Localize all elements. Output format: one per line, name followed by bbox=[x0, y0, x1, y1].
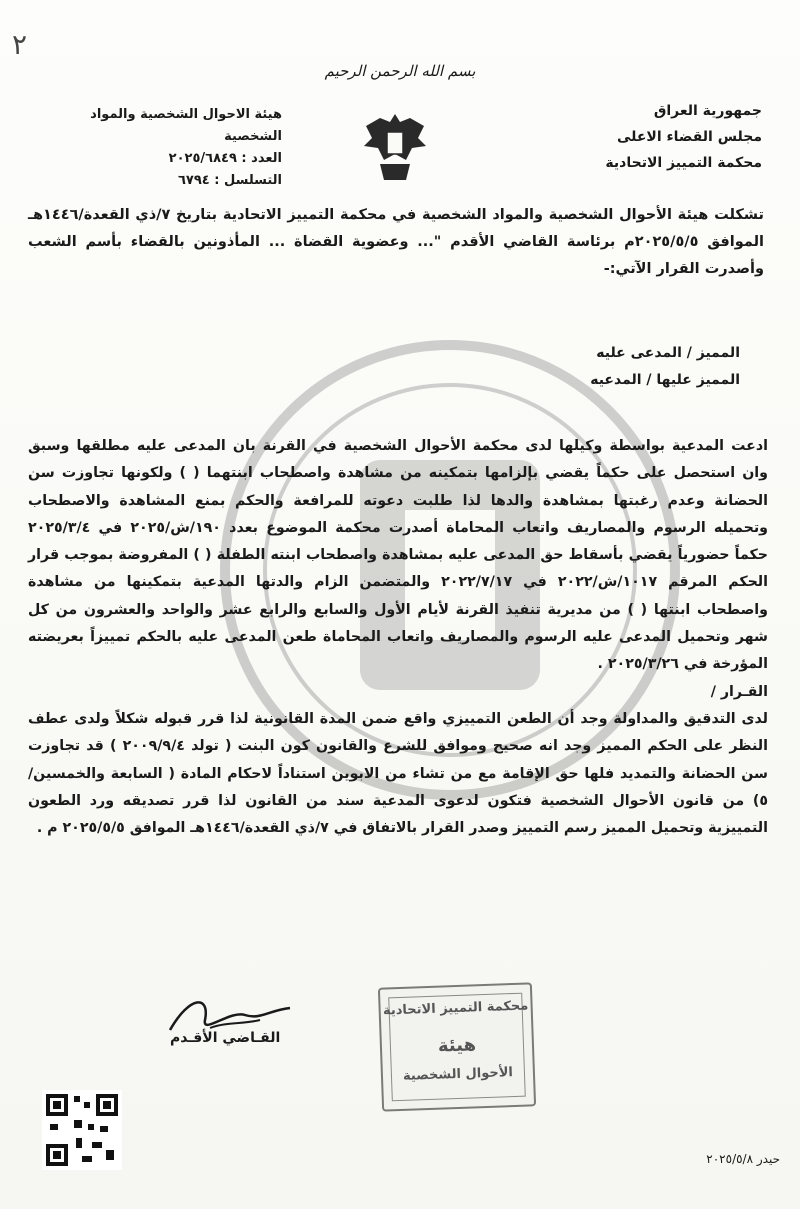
judge-title: القـاضي الأقـدم bbox=[170, 1030, 281, 1046]
header-country: جمهورية العراق bbox=[653, 103, 762, 119]
serial-number: التسلسل : ٦٧٩٤ bbox=[177, 173, 282, 188]
parties bbox=[590, 340, 740, 394]
decision-text: لدى التدقيق والمداولة وجد أن الطعن التمييزي واقع ضمن المدة القانونية لذا قرر قبوله شكلاً ولدى عطف النظر على الحكم المميز وجد انه صحيح وموافق للشرع والقانون كون البنت ( تولد ٢٠٠٩/٩/٤ ) قد تجاوزت سن الحضانة والتمديد فلها حق الإقامة مع من تشاء من الابوين استناداً لاحكام المادة ( السابعة والخمسين/٥) من قانون الأحوال الشخصية فتكون لدعوى المدعية سند من القانون لذا قرر تصديقه ورد الطعون التمييزية وتحميل المميز رسم التمييز وصدر القرار بالاتفاق في ٧/ذي القعدة/١٤٤٦هـ الموافق ٢٠٢٥/٥/٥ م . bbox=[28, 710, 768, 837]
basmala: بسم الله الرحمن الرحيم bbox=[324, 62, 476, 80]
eagle-emblem-icon bbox=[360, 108, 430, 188]
stamp-line3: الأحوال الشخصية bbox=[402, 1065, 514, 1084]
header-left bbox=[42, 104, 282, 192]
stamp-line1: محكمة التمييز الاتحادية bbox=[382, 998, 529, 1019]
appellant-label: المميز / المدعى عليه bbox=[596, 345, 740, 361]
case-number: العدد : ٢٠٢٥/٦٨٤٩ bbox=[168, 151, 282, 166]
stamp-line2: هيئة bbox=[437, 1034, 477, 1057]
court-stamp bbox=[378, 982, 536, 1111]
footer-date: حيدر ٢٠٢٥/٥/٨ bbox=[706, 1152, 780, 1166]
header-council: مجلس القضاء الاعلى bbox=[616, 129, 762, 145]
case-facts: ادعت المدعية بواسطة وكيلها لدى محكمة الأحوال الشخصية في القرنة بان المدعى عليه مطلقها وسبق وان استحصل على حكماً يقضي بإلزامها بتمكينه من مشاهدة واصطحاب ابنتهما ( ) ولكونها تجاوزت سن الحضانة وعدم رغبتها بمشاهدة والدها لذا طلبت دعوته للمرافعة والحكم بمنع المشاهدة والاصطحاب وتحميله الرسوم والمصاريف واتعاب المحاماة أصدرت محكمة الموضوع بعدد ١٩٠/ش/٢٠٢٥ في ٢٠٢٥/٣/٤ حكماً حضورياً يقضي بأسقاط حق المدعى عليه بمشاهدة واصطحاب ابنته الطفلة ( ) المفروضة بموجب قرار الحكم المرقم ١٠١٧/ش/٢٠٢٢ في ٢٠٢٢/٧/١٧ والمتضمن الزام والدتها المدعية بتمكينها من مشاهدة واصطحاب ابنتها ( ) من مديرية تنفيذ القرنة لأيام الأول والسابع والرابع عشر والواحد والعشرون من كل شهر وتحميل المدعى عليه الرسوم والمصاريف واتعاب المحاماة طعن المدعى عليه بالحكم تمييزاً بعريضته المؤرخة في ٢٠٢٥/٣/٢٦ . bbox=[28, 438, 768, 673]
panel-name: هيئة الاحوال الشخصية والمواد الشخصية bbox=[90, 107, 282, 144]
respondent-label: المميز عليها / المدعيه bbox=[590, 372, 740, 388]
header-court: محكمة التمييز الاتحادية bbox=[605, 155, 762, 171]
judgment-body bbox=[28, 433, 768, 842]
intro-paragraph: تشكلت هيئة الأحوال الشخصية والمواد الشخصية في محكمة التمييز الاتحادية بتاريخ ٧/ذي القعدة/١٤٤٦هـ الموافق ٢٠٢٥/٥/٥م برئاسة القاضي الأقدم "... وعضوية القضاة ... المأذونين بالقضاء بأسم الشعب وأصدرت القرار الآتي:- bbox=[28, 207, 764, 277]
decision-title: القـرار / bbox=[710, 683, 768, 700]
header-right bbox=[605, 98, 762, 176]
corner-page-mark: ٢ bbox=[12, 28, 28, 61]
